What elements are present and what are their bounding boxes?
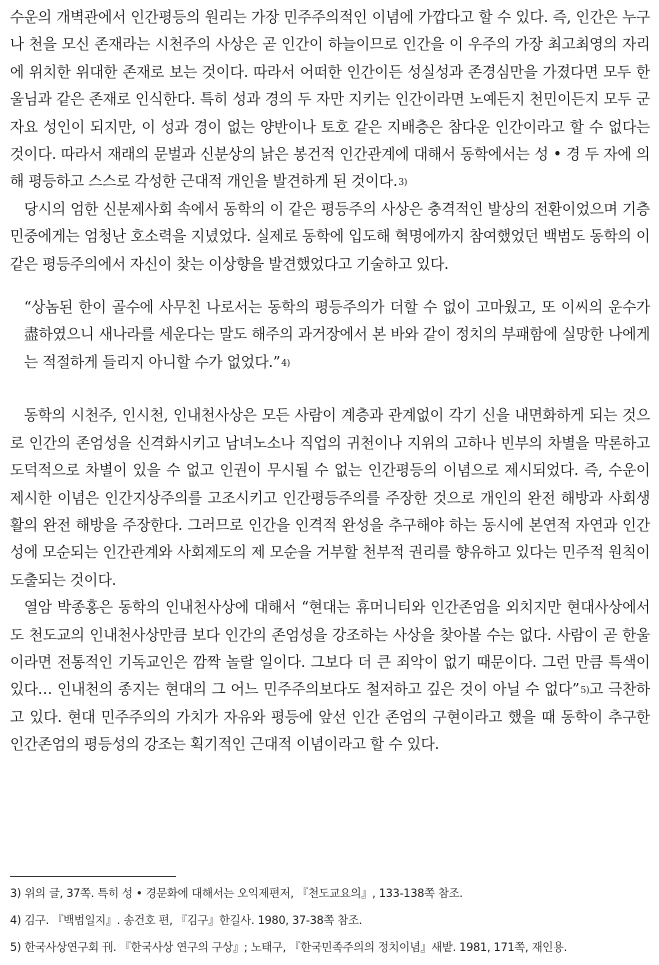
quote-text: “상놈된 한이 골수에 사무친 나로서는 동학의 평등주의가 더할 수 없이 고마웠고, 또 이씨의 운수가 盡하였으니 새나라를 세운다는 말도 해주의 과거장에서 본 바와 같이 정치의 부패함에 실망한 나에게는 적절하게 들리지 아니할 수가 없었다.” <box>24 299 650 371</box>
paragraph-4-text-b: 고 극찬하고 있다. 현대 민주주의의 가치가 자유와 평등에 앞선 인간 존엄의 구현이라고 했을 때 동학이 추구한 인간존엄의 평등성의 강조는 획기적인 근대적 이념이라고 할 수 있다. <box>10 681 651 754</box>
paragraph-2: 당시의 엄한 신분제사회 속에서 동학의 이 같은 평등주의 사상은 충격적인 발상의 전환이었으며 기층 민중에게는 엄청난 호소력을 지녔었다. 실제로 동학에 입도해 혁명에까지 참여했었던 백범도 동학의 이 같은 평등주의에서 자신이 찾는 이상향을 발견했었다고 기술하고 있다. <box>10 200 650 273</box>
footnote-4: 4) 김구. 『백범일지』. 송건호 편, 『김구』한길사. 1980, 37-38쪽 참조. <box>10 914 363 927</box>
footnote-ref-4: 4) <box>281 358 291 369</box>
spacer <box>10 376 650 402</box>
block-quote <box>24 294 650 376</box>
document-body <box>10 4 650 759</box>
paragraph-1-text: 수운의 개벽관에서 인간평등의 원리는 가장 민주주의적인 이념에 가깝다고 할 수 있다. 즉, 인간은 누구나 천을 모신 존재라는 시천주의 사상은 곧 인간이 하늘이므로 인간을 이 우주의 가장 최고최영의 자리에 위치한 위대한 존재로 보는 것이다. 따라서 어떠한 인간이든 성실성과 존경심만을 가졌다면 모두 한울님과 같은 존재로 인식한다. 특히 성과 경의 두 자만 지키는 인간이라면 노예든지 천민이든지 모두 군자요 성인이 되지만, 이 성과 경이 없는 양반이나 토호 같은 지배층은 참다운 인간이라고 할 수 없다는 것이다. 따라서 재래의 문벌과 신분상의 낡은 봉건적 인간관계에 대해서 동학에서는 성 • 경 두 자에 의해 평등하고 스스로 각성한 근대적 개인을 발견하게 된 것이다. <box>10 9 650 191</box>
footnotes <box>10 880 650 961</box>
paragraph-1 <box>10 4 650 196</box>
paragraph-3: 동학의 시천주, 인시천, 인내천사상은 모든 사람이 계층과 관계없이 각기 신을 내면화하게 되는 것으로 인간의 존엄성을 신격화시키고 남녀노소나 직업의 귀천이나 지위의 고하나 빈부의 차별을 막론하고 도덕적으로 차별이 있을 수 없고 인권이 무시될 수 없는 인간평등의 이념으로 제시되었다. 즉, 수운이 제시한 이념은 인간지상주의를 고조시키고 인간평등주의를 주장한 것으로 개인의 완전 해방과 사회생활의 완전 해방을 주장한다. 그러므로 인간을 인격적 완성을 추구해야 하는 동시에 본연적 자연과 인간성에 모순되는 인간관계와 사회제도의 제 모순을 거부할 천부적 권리를 향유하고 있다는 민주적 원칙이 도출되는 것이다. <box>10 407 650 589</box>
paragraph-4 <box>10 594 650 758</box>
footnote-5: 5) 한국사상연구회 刊. 『한국사상 연구의 구상』; 노태구, 『한국민족주의의 정치이념』새밭. 1981, 171쪽, 재인용. <box>10 941 567 954</box>
footnote-divider <box>10 876 176 877</box>
paragraph-4-text-a: 열암 박종홍은 동학의 인내천사상에 대해서 “현대는 휴머니티와 인간존엄을 외치지만 현대사상에서도 천도교의 인내천사상만큼 보다 인간의 존엄성을 강조하는 사상을 찾아볼 수는 없다. 사람이 곧 한울이라면 전통적인 기독교인은 깜짝 놀랄 일이다. 그보다 더 큰 죄악이 없기 때문이다. 그런 만큼 특색이 있다… 인내천의 종지는 현대의 그 어느 민주주의보다도 철저하고 깊은 것이 아닐 수 없다” <box>10 599 650 699</box>
footnote-ref-3: 3) <box>398 178 408 189</box>
footnote-ref-5: 5) <box>580 686 590 697</box>
footnote-3: 3) 위의 글, 37쪽. 특히 성 • 경문화에 대해서는 오익제편저, 『천도교요의』, 133-138쪽 참조. <box>10 887 463 900</box>
